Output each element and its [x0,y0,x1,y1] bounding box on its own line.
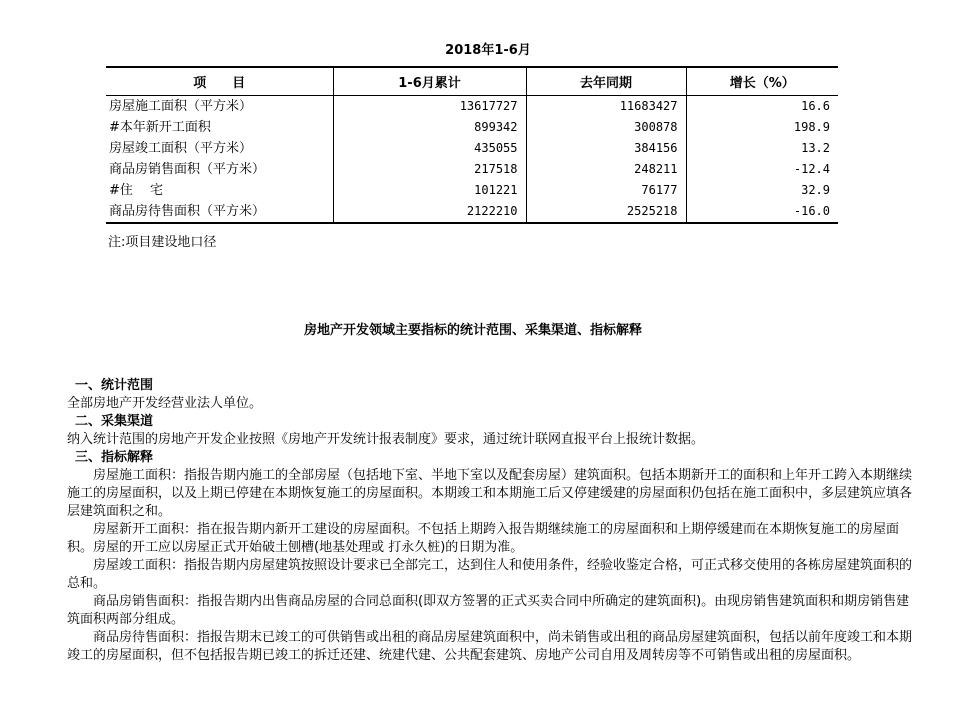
header-item: 项 目 [106,67,333,96]
row-item-label: 房屋竣工面积（平方米） [106,138,333,159]
statistics-table [106,66,838,224]
definition-completed-area: 房屋竣工面积：指报告期内房屋建筑按照设计要求已全部完工，达到住人和使用条件，经验收鉴定合格，可正式移交使用的各栋房屋建筑面积的总和。 [67,558,913,591]
row-previous-value: 11683427 [526,96,686,118]
table-row [106,159,838,180]
row-cumulative-value: 2122210 [333,201,526,223]
section-title: 房地产开发领域主要指标的统计范围、采集渠道、指标解释 [303,323,642,338]
row-previous-value: 300878 [526,117,686,138]
row-growth-value: 16.6 [686,96,838,118]
channel-text: 纳入统计范围的房地产开发企业按照《房地产开发统计报表制度》要求，通过统计联网直报平台上报统计数据。 [67,432,705,447]
row-previous-value: 384156 [526,138,686,159]
row-item-label: #本年新开工面积 [106,117,333,138]
row-growth-value: 32.9 [686,180,838,201]
definition-unsold-area: 商品房待售面积：指报告期末已竣工的可供销售或出租的商品房屋建筑面积中，尚未销售或出租的商品房屋建筑面积，包括以前年度竣工和本期竣工的房屋面积，但不包括报告期已竣工的拆迁还建、统建代建、公共配套建筑、房地产公司自用及周转房等不可销售或出租的房屋面积。 [67,630,913,663]
section-heading-definitions: 三、指标解释 [75,450,154,465]
row-cumulative-value: 435055 [333,138,526,159]
table-row [106,117,838,138]
row-growth-value: -16.0 [686,201,838,223]
definition-new-construction-area: 房屋新开工面积：指在报告期内新开工建设的房屋面积。不包括上期跨入报告期继续施工的房屋面积和上期停缓建而在本期恢复施工的房屋面积。房屋的开工应以房屋正式开始破土刨槽(地基处理或 打永久桩)的日期为准。 [67,522,900,555]
header-cumulative: 1-6月累计 [333,67,526,96]
row-item-label: 商品房待售面积（平方米） [106,201,333,223]
row-growth-value: 198.9 [686,117,838,138]
row-growth-value: -12.4 [686,159,838,180]
table-header-row [106,67,838,96]
row-cumulative-value: 101221 [333,180,526,201]
section-heading-scope: 一、统计范围 [75,378,154,393]
definition-construction-area: 房屋施工面积：指报告期内施工的全部房屋（包括地下室、半地下室以及配套房屋）建筑面积。包括本期新开工的面积和上年开工跨入本期继续施工的房屋面积，以及上期已停建在本期恢复施工的房屋面积。本期竣工和本期施工后又停建缓建的房屋面积仍包括在施工面积中，多层建筑应填各层建筑面积之和。 [67,468,913,519]
report-title: 2018年1-6月 [445,43,531,58]
row-previous-value: 76177 [526,180,686,201]
row-cumulative-value: 217518 [333,159,526,180]
definition-sales-area: 商品房销售面积：指报告期内出售商品房屋的合同总面积(即双方签署的正式买卖合同中所确定的建筑面积)。由现房销售建筑面积和期房销售建筑面积两部分组成。 [67,594,910,627]
row-previous-value: 2525218 [526,201,686,223]
section-heading-channel: 二、采集渠道 [75,414,154,429]
table-row [106,180,838,201]
table-note: 注:项目建设地口径 [108,235,217,250]
row-item-label: 商品房销售面积（平方米） [106,159,333,180]
row-item-label: #住 宅 [106,180,333,201]
table-row [106,96,838,118]
header-previous-year: 去年同期 [526,67,686,96]
table-row [106,138,838,159]
scope-text: 全部房地产开发经营业法人单位。 [67,396,263,411]
row-cumulative-value: 899342 [333,117,526,138]
explanation-body [67,377,917,665]
header-growth: 增长（%） [686,67,838,96]
row-cumulative-value: 13617727 [333,96,526,118]
row-item-label: 房屋施工面积（平方米） [106,96,333,118]
row-growth-value: 13.2 [686,138,838,159]
row-previous-value: 248211 [526,159,686,180]
table-row [106,201,838,223]
